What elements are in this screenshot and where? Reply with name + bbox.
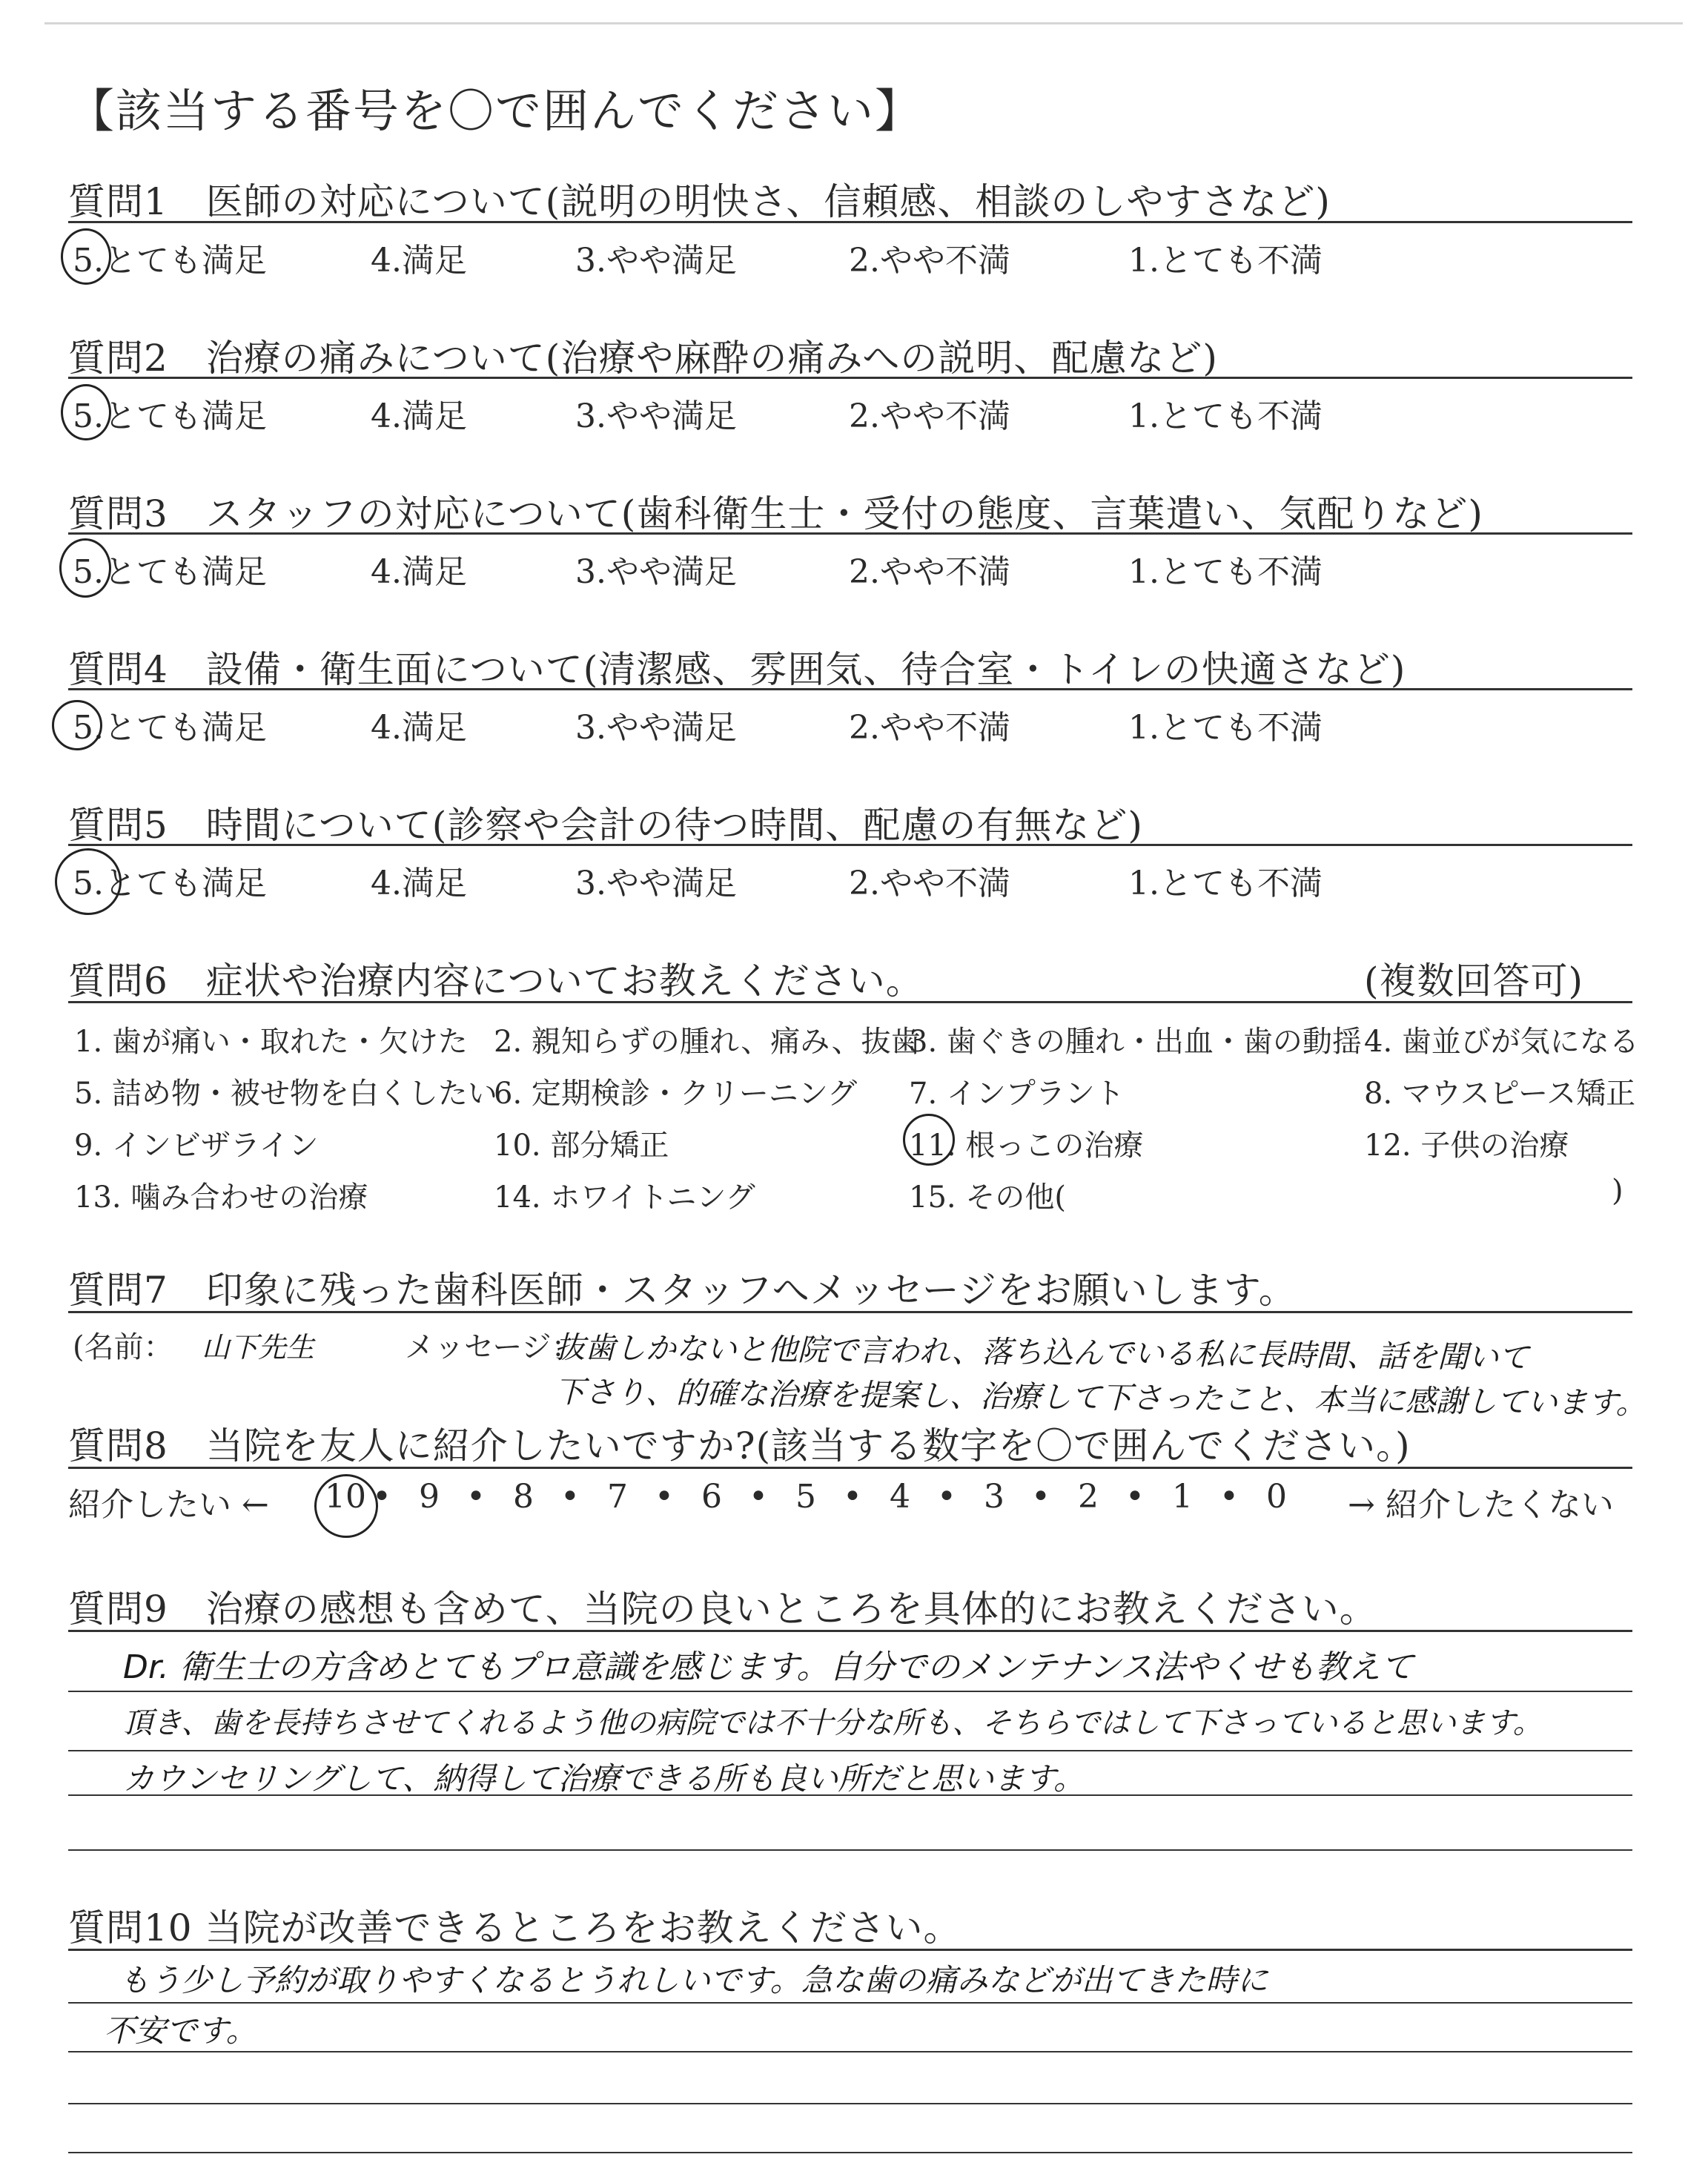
- q6-selection-circle: [903, 1114, 955, 1166]
- q8-separator-dot: •: [1219, 1478, 1239, 1516]
- instruction-heading: 【該当する番号を〇で囲んでください】: [68, 84, 923, 138]
- q6-option-11[interactable]: 11. 根っこの治療: [909, 1129, 1144, 1163]
- q1-option-2[interactable]: 2.やや不満: [849, 242, 1010, 280]
- q8-separator-dot: •: [372, 1478, 391, 1516]
- q6-option-10[interactable]: 10. 部分矯正: [494, 1129, 669, 1163]
- q4-option-1[interactable]: 1.とても不満: [1128, 709, 1323, 747]
- q6-option-8[interactable]: 8. マウスピース矯正: [1364, 1077, 1636, 1111]
- q8-number-8[interactable]: 8: [513, 1478, 534, 1516]
- q4-option-5[interactable]: 5.とても満足: [73, 709, 267, 747]
- q7-message-line-1: 抜歯しかないと他院で言われ、落ち込んでいる私に長時間、話を聞いて: [554, 1330, 1529, 1375]
- question-9-title: 質問9 治療の感想も含めて、当院の良いところを具体的にお教えください。: [68, 1588, 1377, 1631]
- q4-option-4[interactable]: 4.満足: [371, 709, 467, 747]
- q1-option-3[interactable]: 3.やや満足: [575, 242, 737, 280]
- q6-option-6[interactable]: 6. 定期検診・クリーニング: [494, 1077, 858, 1111]
- question-6-title: 質問6 症状や治療内容についてお教えください。: [68, 960, 924, 1003]
- q6-option-14[interactable]: 14. ホワイトニング: [494, 1180, 755, 1215]
- q10-answer-line-2: 不安です。: [104, 2012, 257, 2049]
- q9-line-2: [68, 1691, 1632, 1692]
- question-2-rule: [68, 377, 1632, 379]
- q9-answer-line-2: 頂き、歯を長持ちさせてくれるよう他の病院では不十分な所も、そちらではして下さっていると思います。: [123, 1706, 1543, 1740]
- q4-selection-circle: [52, 700, 102, 750]
- q8-separator-dot: •: [560, 1478, 580, 1516]
- q3-option-5[interactable]: 5.とても満足: [73, 553, 267, 591]
- question-5-title: 質問5 時間について(診察や会計の待つ時間、配慮の有無など): [68, 804, 1143, 847]
- q8-separator-dot: •: [655, 1478, 674, 1516]
- q5-option-3[interactable]: 3.やや満足: [575, 865, 737, 902]
- question-8-title: 質問8 当院を友人に紹介したいですか?(該当する数字を〇で囲んでください。): [68, 1424, 1411, 1467]
- q2-option-5[interactable]: 5.とても満足: [73, 397, 267, 435]
- q9-answer-line-1: Dr. 衛生士の方含めとてもプロ意識を感じます。自分でのメンテナンス法やくせも教えて: [123, 1648, 1414, 1686]
- question-4-title: 質問4 設備・衛生面について(清潔感、雰囲気、待合室・トイレの快適さなど): [68, 648, 1406, 691]
- q6-option-7[interactable]: 7. インプラント: [909, 1077, 1125, 1111]
- question-1-rule: [68, 221, 1632, 223]
- q6-option-4[interactable]: 4. 歯並びが気になる: [1364, 1025, 1639, 1059]
- q1-option-1[interactable]: 1.とても不満: [1128, 242, 1323, 280]
- q5-option-2[interactable]: 2.やや不満: [849, 865, 1010, 902]
- q4-option-2[interactable]: 2.やや不満: [849, 709, 1010, 747]
- q8-number-7[interactable]: 7: [607, 1478, 628, 1516]
- q8-separator-dot: •: [749, 1478, 768, 1516]
- q6-option-15-close: ): [1612, 1174, 1623, 1208]
- q6-option-12[interactable]: 12. 子供の治療: [1364, 1129, 1569, 1163]
- q8-left-label: 紹介したい ←: [68, 1486, 269, 1524]
- q10-line-2: [68, 2002, 1632, 2004]
- q1-option-5[interactable]: 5.とても満足: [73, 242, 267, 280]
- q3-selection-circle: [59, 538, 111, 598]
- q6-option-9[interactable]: 9. インビザライン: [74, 1129, 319, 1163]
- question-8-rule: [68, 1467, 1632, 1469]
- q8-right-label: → 紹介したくない: [1348, 1486, 1614, 1524]
- q7-name-label: (名前：: [73, 1330, 173, 1364]
- q8-number-9[interactable]: 9: [419, 1478, 440, 1516]
- q6-option-2[interactable]: 2. 親知らずの腫れ、痛み、抜歯: [494, 1025, 921, 1059]
- q6-option-3[interactable]: 3. 歯ぐきの腫れ・出血・歯の動揺: [909, 1025, 1362, 1059]
- q7-name-value: 山下先生: [202, 1331, 315, 1364]
- q1-option-4[interactable]: 4.満足: [371, 242, 467, 280]
- q2-selection-circle: [61, 384, 111, 440]
- q6-option-15[interactable]: 15. その他(: [909, 1180, 1066, 1215]
- q5-selection-circle: [55, 848, 122, 915]
- q9-answer-line-3: カウンセリングして、納得して治療できる所も良い所だと思います。: [123, 1760, 1085, 1797]
- question-7-rule: [68, 1311, 1632, 1313]
- q8-number-0[interactable]: 0: [1266, 1478, 1287, 1516]
- q5-option-1[interactable]: 1.とても不満: [1128, 865, 1323, 902]
- q3-option-4[interactable]: 4.満足: [371, 553, 467, 591]
- q7-message-line-2: 下さり、的確な治療を提案し、治療して下さったこと、本当に感謝しています。: [554, 1374, 1646, 1421]
- q10-line-5: [68, 2152, 1632, 2153]
- q2-option-2[interactable]: 2.やや不満: [849, 397, 1010, 435]
- question-2-title: 質問2 治療の痛みについて(治療や麻酔の痛みへの説明、配慮など): [68, 337, 1218, 380]
- q2-option-4[interactable]: 4.満足: [371, 397, 467, 435]
- question-4-rule: [68, 688, 1632, 690]
- q7-message-label: メッセージ：: [405, 1330, 581, 1364]
- q8-number-10[interactable]: 10: [325, 1478, 366, 1516]
- q10-line-1: [68, 1949, 1632, 1951]
- q3-option-1[interactable]: 1.とても不満: [1128, 553, 1323, 591]
- q8-selection-circle: [314, 1474, 378, 1538]
- question-3-title: 質問3 スタッフの対応について(歯科衛生士・受付の態度、言葉遣い、気配りなど): [68, 492, 1483, 535]
- question-1-title: 質問1 医師の対応について(説明の明快さ、信頼感、相談のしやすさなど): [68, 180, 1331, 223]
- question-7-title: 質問7 印象に残った歯科医師・スタッフへメッセージをお願いします。: [68, 1269, 1297, 1312]
- page-top-border: [44, 22, 1683, 24]
- q9-line-5: [68, 1849, 1632, 1851]
- q6-option-13[interactable]: 13. 噛み合わせの治療: [74, 1180, 368, 1215]
- q8-number-4[interactable]: 4: [890, 1478, 910, 1516]
- question-6-rule: [68, 1001, 1632, 1003]
- q4-option-3[interactable]: 3.やや満足: [575, 709, 737, 747]
- question-3-rule: [68, 532, 1632, 535]
- q5-option-5[interactable]: 5.とても満足: [73, 865, 267, 902]
- q8-separator-dot: •: [937, 1478, 956, 1516]
- q8-separator-dot: •: [1125, 1478, 1145, 1516]
- q9-line-3: [68, 1750, 1632, 1751]
- question-5-rule: [68, 844, 1632, 846]
- q5-option-4[interactable]: 4.満足: [371, 865, 467, 902]
- q8-separator-dot: •: [1031, 1478, 1050, 1516]
- q8-number-5[interactable]: 5: [795, 1478, 816, 1516]
- q8-number-2[interactable]: 2: [1078, 1478, 1099, 1516]
- q8-number-6[interactable]: 6: [701, 1478, 722, 1516]
- q2-option-1[interactable]: 1.とても不満: [1128, 397, 1323, 435]
- q10-line-4: [68, 2103, 1632, 2104]
- q8-separator-dot: •: [843, 1478, 862, 1516]
- question-6-note: (複数回答可): [1364, 960, 1584, 1003]
- q1-selection-circle: [61, 228, 111, 285]
- question-10-title: 質問10 当院が改善できるところをお教えください。: [68, 1906, 961, 1949]
- q3-option-2[interactable]: 2.やや不満: [849, 553, 1010, 591]
- q6-option-5[interactable]: 5. 詰め物・被せ物を白くしたい: [74, 1077, 497, 1111]
- q10-answer-line-1: もう少し予約が取りやすくなるとうれしいです。急な歯の痛みなどが出てきた時に: [119, 1962, 1268, 1998]
- q8-number-1[interactable]: 1: [1172, 1478, 1193, 1516]
- q6-option-1[interactable]: 1. 歯が痛い・取れた・欠けた: [74, 1025, 468, 1059]
- q8-number-3[interactable]: 3: [984, 1478, 1004, 1516]
- q2-option-3[interactable]: 3.やや満足: [575, 397, 737, 435]
- q3-option-3[interactable]: 3.やや満足: [575, 553, 737, 591]
- q10-line-3: [68, 2051, 1632, 2052]
- q9-line-1: [68, 1630, 1632, 1632]
- q8-separator-dot: •: [466, 1478, 486, 1516]
